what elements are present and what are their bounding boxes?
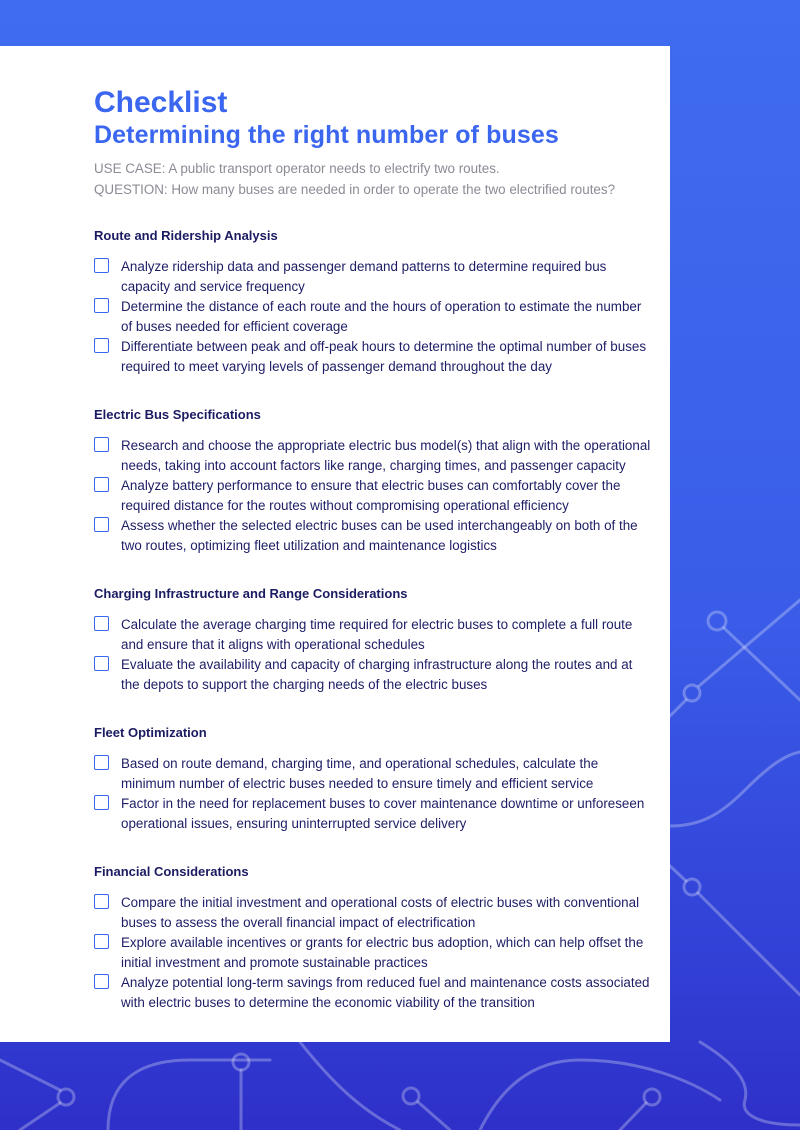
section-title: Electric Bus Specifications [94, 407, 261, 422]
page-subtitle: Determining the right number of buses [94, 121, 559, 149]
section-charging-infrastructure [94, 585, 654, 695]
checkbox[interactable] [94, 755, 109, 770]
section-fleet-optimization [94, 724, 654, 834]
checklist-item [94, 754, 654, 794]
checklist-item [94, 476, 654, 516]
checklist-item-text: Differentiate between peak and off-peak hours to determine the optimal number of buses required to meet varying levels of passenger demand throughout the day [121, 339, 647, 374]
checklist-item-text: Analyze ridership data and passenger demand patterns to determine required bus capacity and service frequency [121, 259, 607, 294]
checkbox[interactable] [94, 517, 109, 532]
checklist-item [94, 337, 654, 377]
section-title: Fleet Optimization [94, 725, 207, 740]
section-title: Charging Infrastructure and Range Considerations [94, 586, 408, 601]
checkbox[interactable] [94, 656, 109, 671]
checkbox[interactable] [94, 616, 109, 631]
checkbox[interactable] [94, 298, 109, 313]
checkbox[interactable] [94, 974, 109, 989]
section-electric-bus-specs [94, 406, 654, 556]
checklist-items [94, 615, 654, 695]
checklist-item-text: Assess whether the selected electric buses can be used interchangeably on both of the two routes, optimizing fleet utilization and maintenance logistics [121, 518, 638, 553]
section-title: Route and Ridership Analysis [94, 228, 278, 243]
checklist-item-text: Analyze battery performance to ensure that electric buses can comfortably cover the required distance for the routes without compromising operational efficiency [121, 478, 621, 513]
checklist-items [94, 257, 654, 377]
checkbox[interactable] [94, 894, 109, 909]
checklist-item [94, 516, 654, 556]
checklist-item [94, 973, 654, 1013]
checklist-item [94, 615, 654, 655]
checklist-item-text: Research and choose the appropriate electric bus model(s) that align with the operational needs, taking into account factors like range, charging times, and passenger capacity [121, 438, 651, 473]
checkbox[interactable] [94, 338, 109, 353]
checklist-item [94, 297, 654, 337]
checklist-items [94, 436, 654, 556]
checkbox[interactable] [94, 437, 109, 452]
checklist-item [94, 257, 654, 297]
use-case-text: USE CASE: A public transport operator needs to electrify two routes. [94, 161, 500, 176]
checklist-item-text: Evaluate the availability and capacity of charging infrastructure along the routes and at the depots to support the charging needs of the electric buses [121, 657, 633, 692]
checklist-item-text: Compare the initial investment and operational costs of electric buses with conventional buses to assess the overall financial impact of electrification [121, 895, 640, 930]
checklist-item-text: Explore available incentives or grants for electric bus adoption, which can help offset the initial investment and promote sustainable practices [121, 935, 644, 970]
checklist-item [94, 794, 654, 834]
section-route-ridership [94, 227, 654, 377]
checklist-page [0, 46, 670, 1042]
checklist-item [94, 893, 654, 933]
checkbox[interactable] [94, 477, 109, 492]
question-text: QUESTION: How many buses are needed in order to operate the two electrified routes? [94, 182, 616, 197]
section-financial-considerations [94, 863, 654, 1013]
checklist-item-text: Based on route demand, charging time, and operational schedules, calculate the minimum number of electric buses needed to ensure timely and efficient service [121, 756, 599, 791]
checklist-item [94, 933, 654, 973]
checklist-items [94, 893, 654, 1013]
checklist-items [94, 754, 654, 834]
checklist-item [94, 436, 654, 476]
checklist-item-text: Factor in the need for replacement buses to cover maintenance downtime or unforeseen operational issues, ensuring uninterrupted service delivery [121, 796, 645, 831]
checklist-item-text: Calculate the average charging time required for electric buses to complete a full route and ensure that it aligns with operational schedules [121, 617, 633, 652]
checkbox[interactable] [94, 795, 109, 810]
checklist-item [94, 655, 654, 695]
checklist-item-text: Analyze potential long-term savings from reduced fuel and maintenance costs associated with electric buses to determine the economic viability of the transition [121, 975, 650, 1010]
checkbox[interactable] [94, 934, 109, 949]
section-title: Financial Considerations [94, 864, 249, 879]
checklist-content [94, 86, 654, 1013]
checklist-item-text: Determine the distance of each route and the hours of operation to estimate the number of buses needed for efficient coverage [121, 299, 642, 334]
page-title: Checklist [94, 86, 228, 119]
checkbox[interactable] [94, 258, 109, 273]
